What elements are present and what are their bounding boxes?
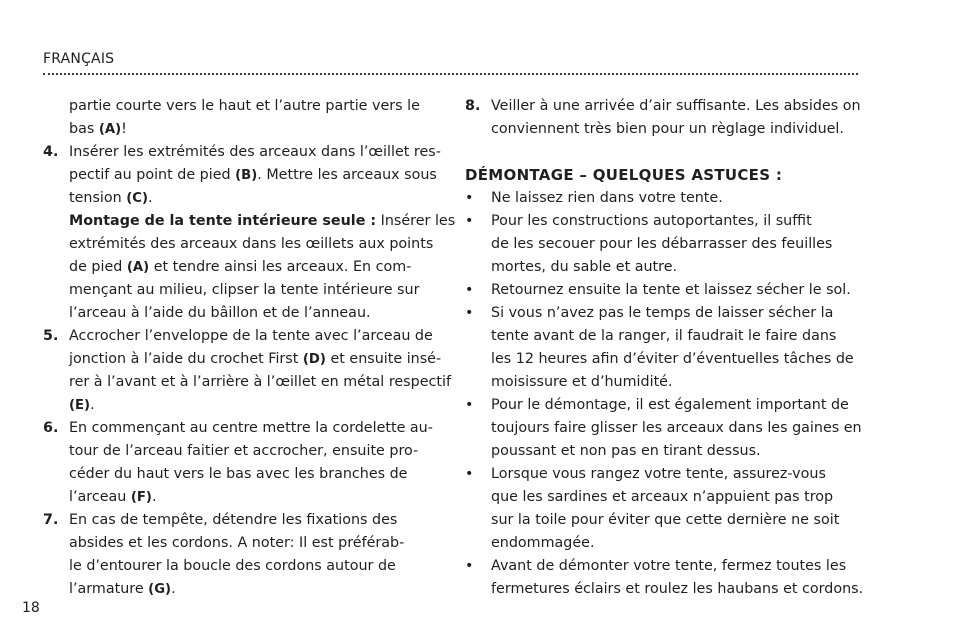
figure-ref: (D): [302, 352, 326, 367]
bullet-icon: •: [465, 558, 474, 574]
figure-ref: (A): [126, 260, 150, 275]
text-line: de pied (A) et tendre ainsi les arceaux. En com-: [69, 259, 412, 275]
figure-ref: (E): [69, 398, 91, 413]
section-heading: DÉMONTAGE – QUELQUES ASTUCES :: [465, 166, 783, 184]
text-line: partie courte vers le haut et l’autre partie vers le: [69, 98, 420, 114]
figure-ref: (F): [130, 490, 152, 505]
figure-ref: (G): [148, 582, 172, 597]
figure-ref: (A): [98, 122, 122, 137]
text-line: mortes, du sable et autre.: [491, 259, 678, 275]
tip-item: • Pour le démontage, il est également important de: [465, 394, 875, 417]
step-number: 7.: [43, 512, 59, 528]
step-number: 8.: [465, 98, 481, 114]
text-line: jonction à l’aide du crochet First (D) et ensuite insé-: [69, 351, 442, 367]
text-line: de les secouer pour les débarrasser des feuilles: [491, 236, 833, 252]
figure-ref: (B): [235, 168, 258, 183]
bullet-icon: •: [465, 305, 474, 321]
text-line: extrémités des arceaux dans les œillets aux points: [69, 236, 434, 252]
text-line: l’armature (G).: [69, 581, 176, 597]
text-line: conviennent très bien pour un règlage individuel.: [491, 121, 844, 137]
text-line: que les sardines et arceaux n’appuient pas trop: [491, 489, 834, 505]
bullet-icon: •: [465, 397, 474, 413]
text-line: rer à l’avant et à l’arrière à l’œillet en métal respectif: [69, 374, 451, 390]
language-header: FRANÇAIS: [43, 51, 115, 67]
right-column: [465, 95, 875, 601]
tip-item: • Lorsque vous rangez votre tente, assurez-vous: [465, 463, 875, 486]
step-5: 5. Accrocher l’enveloppe de la tente avec l’arceau de: [43, 325, 443, 348]
tip-item: • Ne laissez rien dans votre tente.: [465, 187, 875, 210]
text-line: tour de l’arceau faitier et accrocher, ensuite pro-: [69, 443, 419, 459]
bullet-icon: •: [465, 282, 474, 298]
text-line: tension (C).: [69, 190, 153, 206]
text-line: fermetures éclairs et roulez les haubans et cordons.: [491, 581, 864, 597]
text-line: toujours faire glisser les arceaux dans les gaines en: [491, 420, 862, 436]
bullet-icon: •: [465, 190, 474, 206]
dotted-divider: [43, 73, 858, 75]
page-number: 18: [22, 600, 40, 616]
text-line: absides et les cordons. A noter: Il est préférab-: [69, 535, 405, 551]
text-line: Montage de la tente intérieure seule : Insérer les: [69, 213, 456, 229]
tip-item: • Si vous n’avez pas le temps de laisser sécher la: [465, 302, 875, 325]
subheading-inner-tent: Montage de la tente intérieure seule :: [69, 213, 377, 229]
figure-ref: (C): [126, 191, 148, 206]
step-6: 6. En commençant au centre mettre la cordelette au-: [43, 417, 443, 440]
bullet-icon: •: [465, 213, 474, 229]
text-line: l’arceau à l’aide du bâillon et de l’anneau.: [69, 305, 371, 321]
text-line: le d’entourer la boucle des cordons autour de: [69, 558, 396, 574]
step-number: 4.: [43, 144, 59, 160]
text-line: bas (A)!: [69, 121, 127, 137]
text-line: les 12 heures afin d’éviter d’éventuelles tâches de: [491, 351, 854, 367]
text-line: moisissure et d’humidité.: [491, 374, 673, 390]
step-7: 7. En cas de tempête, détendre les fixations des: [43, 509, 443, 532]
step-number: 6.: [43, 420, 59, 436]
text-line: tente avant de la ranger, il faudrait le faire dans: [491, 328, 837, 344]
text-line: l’arceau (F).: [69, 489, 157, 505]
text-line: mençant au milieu, clipser la tente intérieure sur: [69, 282, 420, 298]
step-8: 8. Veiller à une arrivée d’air suffisante. Les absides on: [465, 95, 875, 118]
text-line: poussant et non pas en tirant dessus.: [491, 443, 761, 459]
step-4: 4. Insérer les extrémités des arceaux dans l’œillet res-: [43, 141, 443, 164]
text-line: (E).: [69, 397, 95, 413]
step-number: 5.: [43, 328, 59, 344]
left-column: [43, 95, 456, 601]
tip-item: • Retournez ensuite la tente et laissez sécher le sol.: [465, 279, 875, 302]
tip-item: • Avant de démonter votre tente, fermez toutes les: [465, 555, 875, 578]
text-line: pectif au point de pied (B). Mettre les arceaux sous: [69, 167, 437, 183]
text-line: endommagée.: [491, 535, 595, 551]
text-line: céder du haut vers le bas avec les branches de: [69, 466, 408, 482]
text-line: sur la toile pour éviter que cette dernière ne soit: [491, 512, 840, 528]
bullet-icon: •: [465, 466, 474, 482]
tip-item: • Pour les constructions autoportantes, il suffit: [465, 210, 875, 233]
